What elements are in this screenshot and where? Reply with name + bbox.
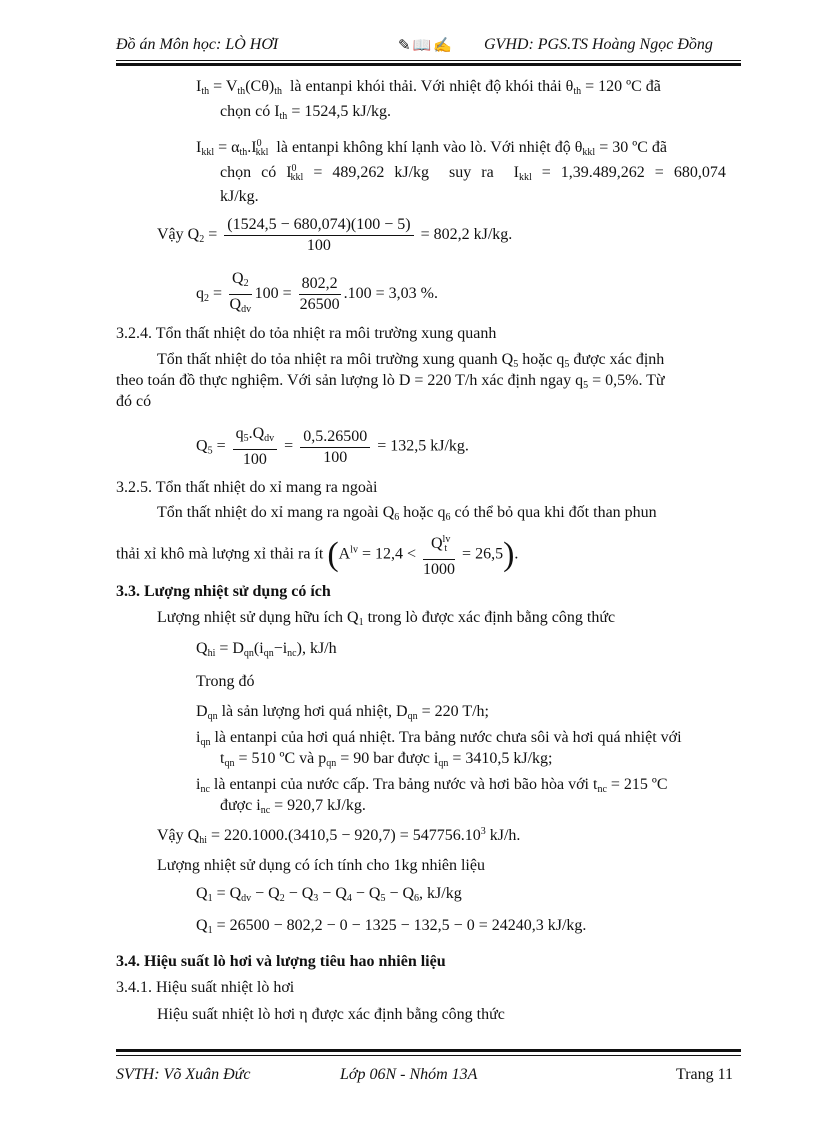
section-3-3: 3.3. Lượng nhiệt sử dụng có ích	[116, 583, 331, 600]
section-3-4: 3.4. Hiệu suất lò hơi và lượng tiêu hao nhiên liệu	[116, 953, 446, 970]
ikkl-unit: kJ/kg.	[220, 188, 259, 205]
ith-chon-line: chọn có $I_{th} = 1524,5$ kJ/kg.	[220, 103, 392, 122]
inc-line1: $i_{nc}$ là entanpi của nước cấp. Tra bảng nước và hơi bão hòa với $t_{nc} = 215$ ºC	[196, 776, 668, 795]
iqn-line1: $i_{qn}$ là entanpi của hơi quá nhiệt. Tra bảng nước chưa sôi và hơi quá nhiệt với	[196, 729, 682, 748]
footer-left: SVTH: Võ Xuân Đức	[116, 1066, 251, 1083]
p33-line2: Lượng nhiệt sử dụng có ích tính cho 1kg nhiên liệu	[157, 857, 485, 874]
ikkl-line: $I_{kkl} = \alpha_{th}.I^0_{kkl}$ là entanpi không khí lạnh vào lò. Với nhiệt độ $\theta_{kkl} = 30$ ºC đã	[196, 138, 667, 158]
header-rule-thin	[116, 60, 741, 61]
ith-line: $I_{th} = V_{th}(C\theta)_{th}$ là entanpi khói thải. Với nhiệt độ khói thải $\theta_{th} = 120$ ºC đã	[196, 78, 661, 97]
p325-line2: thải xỉ khô mà lượng xỉ thải ra ít ($A^{lv} = 12,4$ < $\frac{Q^{lv}_t}{1000}$ = 26,5).	[116, 530, 518, 580]
p324-line1: Tổn thất nhiệt do tỏa nhiệt ra môi trường xung quanh $Q_5$ hoặc $q_5$ được xác định	[157, 351, 665, 370]
ikkl-chon-line: chọn có $I^0_{kkl} = 489,262$ kJ/kg suy ra $I_{kkl} = 1,39.489,262 = 680,074$	[220, 163, 726, 183]
footer-center: Lớp 06N - Nhóm 13A	[340, 1066, 478, 1083]
header-right: GVHD: PGS.TS Hoàng Ngọc Đồng	[484, 36, 713, 53]
q2-percent-formula: $q_2$ = $\frac{Q_2}{Q_{dv}}$ 100 = $\frac{802,2}{26500}$ .100 = 3,03 %.	[196, 270, 438, 315]
p341: Hiệu suất nhiệt lò hơi η được xác định bằng công thức	[157, 1006, 505, 1023]
q1-formula: $Q_1 = Q_{dv} - Q_2 - Q_3 - Q_4 - Q_5 - Q_6$, kJ/kg	[196, 885, 462, 904]
ith-def: là entanpi khói thải. Với nhiệt độ khói thải θ	[289, 78, 574, 95]
p324-line2: theo toán đồ thực nghiệm. Với sản lượng lò D = 220 T/h xác định ngay $q_5 = 0,5\%$. Từ	[116, 372, 665, 391]
header-rule-thick	[116, 63, 741, 66]
footer-rule-thin	[116, 1055, 741, 1056]
inc-line2: được $i_{nc} = 920,7$ kJ/kg.	[220, 797, 366, 816]
trong-do: Trong đó	[196, 673, 255, 690]
vay-qhi-line: Vậy $Q_{hi} = 220.1000.(3410,5 - 920,7) = 547756.10^3$ kJ/h.	[157, 826, 521, 846]
qhi-formula: $Q_{hi} = D_{qn}(i_{qn}-i_{nc})$, kJ/h	[196, 640, 337, 659]
footer-page-number: Trang 11	[676, 1066, 734, 1083]
q2-formula: Vậy $Q_2$ = $\frac{(1524,5 - 680,074)(100 - 5)}{100}$ = 802,2 kJ/kg.	[157, 216, 513, 254]
header-book-icons: ✎📖✍	[398, 38, 454, 54]
p324-line3: đó có	[116, 393, 152, 410]
dqn-line: $D_{qn}$ là sản lượng hơi quá nhiệt, $D_{qn} = 220$ T/h;	[196, 703, 489, 722]
section-3-4-1: 3.4.1. Hiệu suất nhiệt lò hơi	[116, 979, 295, 996]
q5-formula: $Q_5$ = $\frac{q_5.Q_{dv}}{100}$ = $\frac{0,5.26500}{100}$ = 132,5 kJ/kg.	[196, 425, 469, 468]
section-3-2-4: 3.2.4. Tổn thất nhiệt do tỏa nhiệt ra môi trường xung quanh	[116, 325, 497, 342]
p325-line1: Tổn thất nhiệt do xỉ mang ra ngoài $Q_6$ hoặc $q_6$ có thể bỏ qua khi đốt than phun	[157, 504, 657, 523]
header-left: Đồ án Môn học: LÒ HƠI	[116, 36, 279, 53]
section-3-2-5: 3.2.5. Tổn thất nhiệt do xỉ mang ra ngoài	[116, 479, 378, 496]
iqn-line2: $t_{qn} = 510$ ºC và $p_{qn} = 90$ bar được $i_{qn} = 3410,5$ kJ/kg;	[220, 750, 553, 769]
p33-line1: Lượng nhiệt sử dụng hữu ích $Q_1$ trong lò được xác định bằng công thức	[157, 609, 616, 628]
footer-rule-thick	[116, 1049, 741, 1052]
q1-calc: $Q_1 = 26500 - 802,2 - 0 - 1325 - 132,5 - 0 = 24240,3$ kJ/kg.	[196, 917, 587, 936]
